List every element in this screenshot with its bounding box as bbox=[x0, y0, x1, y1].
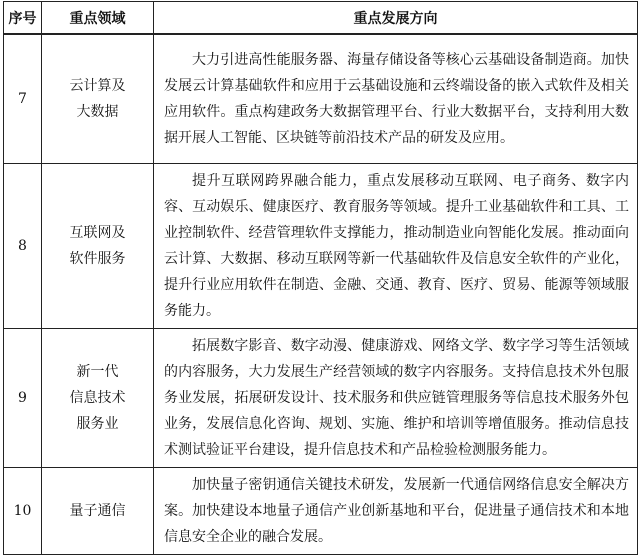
row-serial-number: 8 bbox=[4, 163, 42, 328]
area-line: 云计算及 bbox=[69, 77, 126, 94]
table-row bbox=[4, 34, 638, 163]
header-serial-number: 序号 bbox=[4, 2, 42, 35]
area-line: 大数据 bbox=[76, 103, 119, 120]
header-row bbox=[4, 2, 638, 35]
row-serial-number: 7 bbox=[4, 34, 42, 163]
row-serial-number: 9 bbox=[4, 328, 42, 467]
table-row bbox=[4, 467, 638, 554]
row-key-area bbox=[42, 34, 154, 163]
table-body bbox=[4, 34, 638, 554]
row-development-direction: 提升互联网跨界融合能力，重点发展移动互联网、电子商务、数字内容、互动娱乐、健康医疗、教育服务等领域。提升工业基础软件和工具、工业控制软件、经营管理软件支撑能力，推动制造业向智能化发展。推动面向云计算、大数据、移动互联网等新一代基础软件及信息安全软件的产业化，提升行业应用软件在制造、金融、交通、教育、医疗、贸易、能源等领域服务能力。 bbox=[154, 163, 638, 328]
table-row bbox=[4, 163, 638, 328]
row-key-area bbox=[42, 163, 154, 328]
row-key-area bbox=[42, 467, 154, 554]
area-line: 软件服务 bbox=[69, 250, 126, 267]
table-header bbox=[4, 2, 638, 35]
row-key-area bbox=[42, 328, 154, 467]
area-line: 量子通信 bbox=[69, 502, 126, 519]
development-table bbox=[3, 1, 638, 555]
row-development-direction: 拓展数字影音、数字动漫、健康游戏、网络文学、数字学习等生活领域的内容服务，大力发展生产经营领域的数字内容服务。支持信息技术外包服务业发展，拓展研发设计、技术服务和供应链管理服务等信息技术服务外包业务，发展信息化咨询、规划、实施、维护和培训等增值服务。推动信息技术测试验证平台建设，提升信息技术和产品检验检测服务能力。 bbox=[154, 328, 638, 467]
area-line: 互联网及 bbox=[69, 224, 126, 241]
table-row bbox=[4, 328, 638, 467]
area-line: 新一代 bbox=[76, 363, 119, 380]
area-line: 信息技术 bbox=[69, 389, 126, 406]
header-development-direction: 重点发展方向 bbox=[154, 2, 638, 35]
row-development-direction: 大力引进高性能服务器、海量存储设备等核心云基础设备制造商。加快发展云计算基础软件和应用于云基础设施和云终端设备的嵌入式软件及相关应用软件。重点构建政务大数据管理平台、行业大数据平台，支持利用大数据开展人工智能、区块链等前沿技术产品的研发及应用。 bbox=[154, 34, 638, 163]
area-line: 服务业 bbox=[76, 415, 119, 432]
row-development-direction: 加快量子密钥通信关键技术研发，发展新一代通信网络信息安全解决方案。加快建设本地量子通信产业创新基地和平台，促进量子通信技术和本地信息安全企业的融合发展。 bbox=[154, 467, 638, 554]
header-key-area: 重点领域 bbox=[42, 2, 154, 35]
row-serial-number: 10 bbox=[4, 467, 42, 554]
